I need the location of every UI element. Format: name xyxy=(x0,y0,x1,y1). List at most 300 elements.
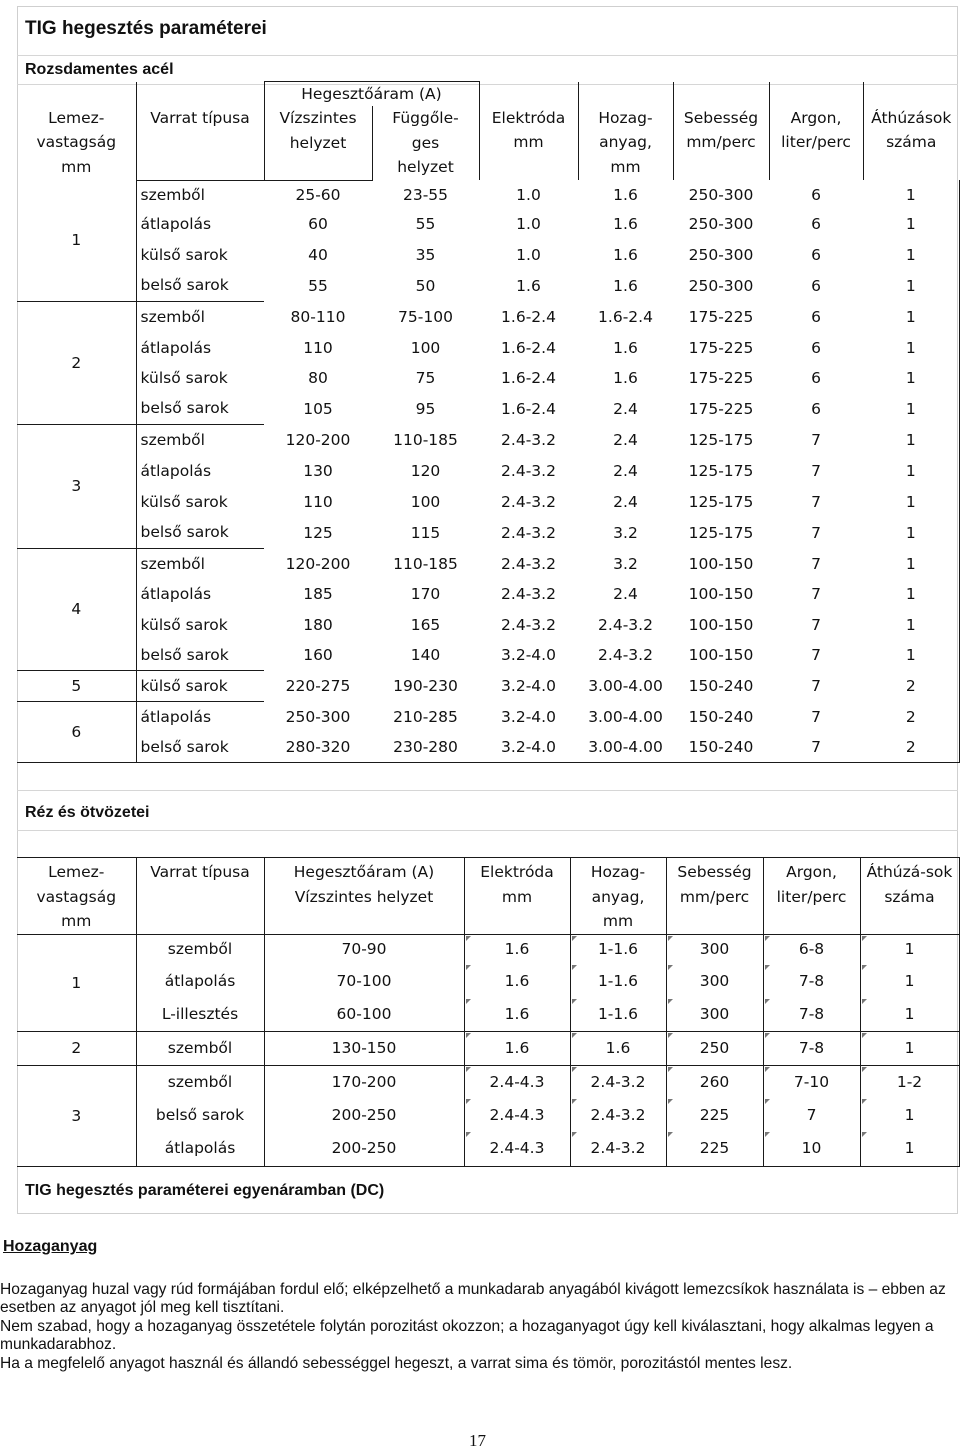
filler-cell: 1.6 xyxy=(613,215,638,233)
current-cell: 70-90 xyxy=(264,934,464,964)
passes-cell: 1 xyxy=(863,486,959,517)
header-line: Függőle- xyxy=(392,109,459,127)
filler-cell: 1.6 xyxy=(613,276,638,295)
speed-cell: 250-300 xyxy=(688,245,754,264)
speed-cell: 175-225 xyxy=(688,369,754,387)
vertical-current-cell: 230-280 xyxy=(372,732,479,762)
header-line: mm xyxy=(513,133,544,151)
filler-cell: 2.4-3.2 xyxy=(570,1065,666,1098)
electrode-cell: 1.0 xyxy=(516,185,541,204)
electrode-cell: 1.6 xyxy=(516,276,541,295)
filler-cell: 1.6 xyxy=(613,185,638,204)
header-line: Hegesztőáram (A) xyxy=(293,863,435,881)
weld-type-cell: belső sarok xyxy=(136,517,264,548)
horizontal-current-cell: 125 xyxy=(303,523,333,542)
filler-cell: 2.4 xyxy=(613,492,638,511)
horizontal-current-cell: 220-275 xyxy=(285,676,351,695)
speed-cell: 300 xyxy=(666,998,763,1031)
passes-cell: 1 xyxy=(860,1098,959,1131)
filler-cell: 3.2 xyxy=(613,554,638,573)
header-argon xyxy=(769,82,863,181)
passes-cell: 1 xyxy=(863,609,959,640)
header-line: Argon, xyxy=(786,863,837,881)
copper-table xyxy=(17,857,960,1167)
vertical-current-cell: 100 xyxy=(410,338,441,357)
header-passes xyxy=(860,858,959,935)
vertical-current-cell: 23-55 xyxy=(402,185,449,204)
table-row xyxy=(17,1031,959,1065)
weld-type-cell: külső sarok xyxy=(136,670,264,701)
speed-cell: 100-150 xyxy=(688,554,754,573)
argon-cell: 7 xyxy=(811,585,821,603)
argon-cell: 7-8 xyxy=(763,1031,860,1065)
speed-cell: 125-175 xyxy=(688,461,754,480)
electrode-cell: 1.6 xyxy=(464,998,570,1031)
table-row xyxy=(17,239,959,270)
weld-type-cell: belső sarok xyxy=(136,732,264,762)
electrode-cell: 2.4-4.3 xyxy=(464,1131,570,1166)
weld-type-cell: átlapolás xyxy=(136,209,264,239)
thickness-cell xyxy=(17,1065,136,1166)
header-line: mm xyxy=(501,887,533,906)
electrode-cell: 1.6 xyxy=(464,964,570,998)
weld-type-cell: szemből xyxy=(136,301,264,332)
passes-cell: 1 xyxy=(863,579,959,609)
thickness-cell xyxy=(17,548,136,670)
horizontal-current-cell: 25-60 xyxy=(264,180,372,209)
filler-cell: 1-1.6 xyxy=(570,964,666,998)
weld-type-cell: szemből xyxy=(136,424,264,455)
header-line: Hozag- xyxy=(590,863,646,881)
table-row xyxy=(17,998,959,1031)
speed-cell: 225 xyxy=(666,1098,763,1131)
header-line: száma xyxy=(884,887,935,906)
thickness-value: 5 xyxy=(71,676,82,695)
horizontal-current-cell: 80 xyxy=(308,369,328,387)
filler-cell: 2.4 xyxy=(613,399,638,418)
header-line: mm/perc xyxy=(679,887,750,906)
speed-cell: 250-300 xyxy=(688,215,754,233)
vertical-current-cell: 50 xyxy=(415,276,436,295)
header-line: Lemez- xyxy=(48,863,105,881)
header-electrode xyxy=(464,858,570,935)
stainless-section-title: Rozsdamentes acél xyxy=(25,61,174,78)
speed-cell: 100-150 xyxy=(688,585,754,603)
table-row xyxy=(17,270,959,301)
filler-cell: 2.4 xyxy=(613,585,638,603)
argon-cell: 7 xyxy=(811,492,821,511)
header-line: Argon, xyxy=(790,108,842,127)
filler-cell: 2.4-3.2 xyxy=(598,615,653,634)
header-line: vastagság xyxy=(36,887,117,906)
speed-cell: 300 xyxy=(666,934,763,964)
table-header-row xyxy=(17,858,959,935)
header-line: anyag, xyxy=(599,133,652,151)
argon-cell: 6 xyxy=(811,245,821,264)
header-speed xyxy=(673,82,769,181)
dc-section-title: TIG hegesztés paraméterei egyenáramban (DC) xyxy=(25,1182,385,1199)
header-line: száma xyxy=(886,133,937,151)
header-line: mm/perc xyxy=(686,133,756,151)
argon-cell: 7-10 xyxy=(763,1065,860,1098)
horizontal-current-cell: 55 xyxy=(308,276,328,295)
passes-cell: 1 xyxy=(863,640,959,670)
filler-cell: 2.4 xyxy=(613,461,638,480)
table-row xyxy=(17,486,959,517)
speed-cell: 100-150 xyxy=(688,646,754,664)
header-line: Áthúzá-sok xyxy=(866,863,953,881)
argon-cell: 6 xyxy=(811,276,821,295)
header-passes xyxy=(863,82,959,181)
speed-cell: 175-225 xyxy=(688,307,754,326)
speed-cell: 150-240 xyxy=(673,732,769,762)
weld-type-cell: szemből xyxy=(136,1031,264,1065)
horizontal-current-cell: 180 xyxy=(303,615,333,634)
current-cell: 170-200 xyxy=(264,1065,464,1098)
header-thickness xyxy=(17,82,136,181)
speed-cell: 175-225 xyxy=(688,399,754,418)
passes-cell: 1 xyxy=(863,332,959,363)
thickness-cell xyxy=(17,301,136,424)
header-line: Vízszintes xyxy=(279,109,357,127)
current-cell: 200-250 xyxy=(264,1098,464,1131)
vertical-current-cell: 95 xyxy=(415,399,436,418)
header-line: Sebesség xyxy=(677,863,752,881)
electrode-cell: 1.0 xyxy=(516,215,541,233)
vertical-current-cell: 100 xyxy=(410,492,441,511)
weld-type-cell: belső sarok xyxy=(136,640,264,670)
horizontal-current-cell: 110 xyxy=(303,492,333,511)
weld-type-cell: külső sarok xyxy=(136,609,264,640)
horizontal-current-cell: 130 xyxy=(303,461,333,480)
horizontal-current-cell: 120-200 xyxy=(285,430,351,449)
filler-cell: 3.00-4.00 xyxy=(588,707,663,726)
header-current-group: Hegesztőáram (A) xyxy=(264,82,479,107)
filler-cell: 2.4 xyxy=(613,430,638,449)
passes-cell: 1 xyxy=(860,1131,959,1166)
weld-type-cell: átlapolás xyxy=(136,332,264,363)
thickness-value: 3 xyxy=(71,477,82,495)
argon-cell: 10 xyxy=(763,1131,860,1166)
argon-cell: 6 xyxy=(811,399,821,418)
argon-cell: 7 xyxy=(811,615,821,634)
table-row xyxy=(17,180,959,209)
header-line: Sebesség xyxy=(683,108,759,127)
current-cell: 60-100 xyxy=(264,998,464,1031)
argon-cell: 6 xyxy=(811,307,821,326)
vertical-current-cell: 140 xyxy=(410,646,441,664)
paragraph: Nem szabad, hogy a hozaganyag összetétele folytán porozitást okozzon; a hozaganyagot úgy kell kiválasztani, hogy alkalmas legyen a munkadarabhoz. xyxy=(0,1317,934,1354)
section-divider xyxy=(17,830,958,831)
electrode-cell: 2.4-4.3 xyxy=(464,1098,570,1131)
passes-cell: 1 xyxy=(863,301,959,332)
passes-cell: 1 xyxy=(863,363,959,393)
speed-cell: 225 xyxy=(666,1131,763,1166)
filler-cell: 1.6 xyxy=(613,245,638,264)
header-line: vastagság xyxy=(36,133,117,151)
header-line: Varrat típusa xyxy=(150,863,250,881)
filler-cell: 1.6 xyxy=(613,338,638,357)
header-current xyxy=(264,858,464,935)
thickness-value: 3 xyxy=(71,1106,82,1125)
thickness-value: 6 xyxy=(71,722,82,741)
argon-cell: 7 xyxy=(811,523,821,542)
thickness-value: 1 xyxy=(71,973,82,992)
weld-type-cell: átlapolás xyxy=(136,701,264,732)
thickness-cell xyxy=(17,1031,136,1065)
argon-cell: 7 xyxy=(811,707,821,726)
table-row xyxy=(17,640,959,670)
copper-section-title: Réz és ötvözetei xyxy=(25,804,150,821)
passes-cell: 1 xyxy=(863,270,959,301)
electrode-cell: 1.6-2.4 xyxy=(501,399,556,418)
vertical-current-cell: 115 xyxy=(410,523,441,542)
header-line: anyag, xyxy=(591,887,645,906)
electrode-cell: 1.0 xyxy=(516,245,541,264)
vertical-current-cell: 190-230 xyxy=(393,676,458,695)
passes-cell: 1 xyxy=(860,964,959,998)
header-filler xyxy=(570,858,666,935)
argon-cell: 7-8 xyxy=(763,998,860,1031)
argon-cell: 7 xyxy=(811,430,821,449)
horizontal-current-cell: 80-110 xyxy=(290,307,346,326)
table-row xyxy=(17,332,959,363)
table-row xyxy=(17,301,959,332)
section-divider xyxy=(17,790,958,791)
weld-type-cell: átlapolás xyxy=(136,1131,264,1166)
horizontal-current-cell: 110 xyxy=(303,338,333,357)
thickness-cell xyxy=(17,424,136,548)
current-cell: 130-150 xyxy=(264,1031,464,1065)
header-weld-type xyxy=(136,858,264,935)
weld-type-cell: átlapolás xyxy=(136,964,264,998)
electrode-cell: 3.2-4.0 xyxy=(501,646,556,664)
header-electrode xyxy=(479,82,578,181)
table-row xyxy=(17,517,959,548)
weld-type-cell: külső sarok xyxy=(136,363,264,393)
table-row xyxy=(17,934,959,964)
electrode-cell: 2.4-3.2 xyxy=(501,615,556,634)
passes-cell: 1 xyxy=(863,393,959,424)
header-line: ges xyxy=(411,133,440,152)
speed-cell: 125-175 xyxy=(688,523,754,542)
header-line: Vízszintes helyzet xyxy=(294,887,434,906)
passes-cell: 1 xyxy=(863,548,959,579)
filler-cell: 3.00-4.00 xyxy=(578,732,673,762)
filler-cell: 1-1.6 xyxy=(570,934,666,964)
vertical-current-cell: 110-185 xyxy=(393,554,458,573)
electrode-cell: 2.4-3.2 xyxy=(501,430,556,449)
electrode-cell: 1.6-2.4 xyxy=(501,369,556,387)
header-line: mm xyxy=(61,157,92,176)
speed-cell: 260 xyxy=(666,1065,763,1098)
filler-cell: 1-1.6 xyxy=(570,998,666,1031)
speed-cell: 300 xyxy=(666,964,763,998)
passes-cell: 1 xyxy=(860,998,959,1031)
weld-type-cell: külső sarok xyxy=(136,239,264,270)
filler-cell: 2.4-3.2 xyxy=(570,1131,666,1166)
header-vertical xyxy=(372,106,479,180)
passes-cell: 1 xyxy=(863,455,959,486)
header-line: mm xyxy=(610,157,641,176)
horizontal-current-cell: 160 xyxy=(303,646,333,664)
table-row xyxy=(17,732,959,762)
electrode-cell: 1.6-2.4 xyxy=(501,338,556,357)
speed-cell: 125-175 xyxy=(688,492,754,511)
passes-cell: 2 xyxy=(863,670,959,701)
thickness-cell xyxy=(17,670,136,701)
argon-cell: 7 xyxy=(811,646,821,664)
passes-cell: 2 xyxy=(863,701,959,732)
weld-type-cell: L-illesztés xyxy=(136,998,264,1031)
vertical-current-cell: 55 xyxy=(415,215,436,233)
horizontal-current-cell: 40 xyxy=(308,245,328,264)
table-row xyxy=(17,964,959,998)
table-row xyxy=(17,670,959,701)
argon-cell: 6 xyxy=(811,185,821,204)
weld-type-cell: átlapolás xyxy=(136,455,264,486)
argon-cell: 6 xyxy=(811,338,821,357)
argon-cell: 7 xyxy=(769,732,863,762)
thickness-value: 2 xyxy=(71,353,82,372)
argon-cell: 6 xyxy=(811,369,821,387)
weld-type-cell: belső sarok xyxy=(136,393,264,424)
passes-cell: 1 xyxy=(860,1031,959,1065)
table-row xyxy=(17,455,959,486)
table-row xyxy=(17,579,959,609)
header-line: mm xyxy=(602,912,634,930)
header-argon xyxy=(763,858,860,935)
speed-cell: 250 xyxy=(666,1031,763,1065)
passes-cell: 2 xyxy=(863,732,959,762)
argon-cell: 7 xyxy=(763,1098,860,1131)
thickness-value: 1 xyxy=(71,231,82,250)
header-line: Áthúzások xyxy=(871,108,952,127)
vertical-current-cell: 75-100 xyxy=(398,307,453,326)
filler-cell: 1.6 xyxy=(613,369,638,387)
vertical-current-cell: 120 xyxy=(410,461,441,480)
stainless-table xyxy=(17,81,960,763)
argon-cell: 7-8 xyxy=(763,964,860,998)
header-speed xyxy=(666,858,763,935)
argon-cell: 6-8 xyxy=(763,934,860,964)
argon-cell: 7 xyxy=(811,554,821,573)
header-line: Varrat típusa xyxy=(150,108,250,127)
speed-cell: 175-225 xyxy=(688,338,754,357)
table-row xyxy=(17,548,959,579)
speed-cell: 150-240 xyxy=(688,676,754,695)
filler-cell: 2.4-3.2 xyxy=(570,1098,666,1131)
speed-cell: 100-150 xyxy=(688,615,754,634)
speed-cell: 125-175 xyxy=(688,430,754,449)
thickness-cell xyxy=(17,701,136,762)
table-row xyxy=(17,1131,959,1166)
horizontal-current-cell: 185 xyxy=(303,585,333,603)
argon-cell: 7 xyxy=(811,461,821,480)
weld-type-cell: szemből xyxy=(136,548,264,579)
electrode-cell: 2.4-3.2 xyxy=(501,554,556,573)
thickness-value: 4 xyxy=(71,600,82,618)
header-thickness xyxy=(17,858,136,935)
body-text xyxy=(0,1281,958,1373)
weld-type-cell: szemből xyxy=(136,180,264,209)
page-number: 17 xyxy=(469,1431,486,1450)
thickness-cell xyxy=(17,934,136,1031)
electrode-cell: 2.4-4.3 xyxy=(464,1065,570,1098)
horizontal-current-cell: 280-320 xyxy=(264,732,372,762)
table-row xyxy=(17,209,959,239)
electrode-cell: 2.4-3.2 xyxy=(501,585,556,603)
table-row xyxy=(17,363,959,393)
header-horizontal xyxy=(264,106,372,180)
weld-type-cell: külső sarok xyxy=(136,486,264,517)
current-cell: 200-250 xyxy=(264,1131,464,1166)
filler-heading: Hozaganyag xyxy=(3,1238,98,1255)
weld-type-cell: belső sarok xyxy=(136,270,264,301)
electrode-cell: 3.2-4.0 xyxy=(479,732,578,762)
table-row xyxy=(17,1065,959,1098)
horizontal-current-cell: 60 xyxy=(308,215,328,233)
thickness-cell xyxy=(17,180,136,301)
passes-cell: 1 xyxy=(860,934,959,964)
paragraph: Ha a megfelelő anyagot használ és állandó sebességgel hegeszt, a varrat sima és tömör, porozitástól mentes lesz. xyxy=(0,1354,793,1372)
current-cell: 70-100 xyxy=(264,964,464,998)
filler-cell: 1.6-2.4 xyxy=(598,307,653,326)
weld-type-cell: szemből xyxy=(136,934,264,964)
header-filler xyxy=(578,82,673,181)
header-line: helyzet xyxy=(397,158,454,176)
passes-cell: 1 xyxy=(863,424,959,455)
table-row xyxy=(17,424,959,455)
horizontal-current-cell: 120-200 xyxy=(285,554,351,573)
vertical-current-cell: 75 xyxy=(415,369,436,387)
paragraph: Hozaganyag huzal vagy rúd formájában fordul elő; elképzelhető a munkadarab anyagából kivágott lemezcsíkok használata is – ebben az esetben az anyagot jól meg kell tisztítani. xyxy=(0,1281,946,1317)
horizontal-current-cell: 250-300 xyxy=(285,707,351,726)
table-row xyxy=(17,1098,959,1131)
table-row xyxy=(17,393,959,424)
speed-cell: 250-300 xyxy=(688,276,754,295)
vertical-current-cell: 35 xyxy=(415,245,436,264)
electrode-cell: 1.6-2.4 xyxy=(501,307,556,326)
horizontal-current-cell: 105 xyxy=(303,399,333,418)
header-line: liter/perc xyxy=(776,887,847,906)
weld-type-cell: belső sarok xyxy=(136,1098,264,1131)
vertical-current-cell: 110-185 xyxy=(393,430,458,449)
table-row xyxy=(17,701,959,732)
filler-cell: 1.6 xyxy=(570,1031,666,1065)
electrode-cell: 1.6 xyxy=(464,1031,570,1065)
electrode-cell: 3.2-4.0 xyxy=(501,707,556,726)
filler-cell: 3.2 xyxy=(613,523,638,542)
header-line: Lemez- xyxy=(48,108,105,127)
passes-cell: 1 xyxy=(863,180,959,209)
argon-cell: 6 xyxy=(811,215,821,233)
speed-cell: 250-300 xyxy=(688,185,754,204)
weld-type-cell: szemből xyxy=(136,1065,264,1098)
vertical-current-cell: 165 xyxy=(410,615,441,634)
title-divider xyxy=(17,55,958,56)
header-weld-type xyxy=(136,82,264,181)
header-line: mm xyxy=(61,912,92,930)
passes-cell: 1 xyxy=(863,517,959,548)
filler-cell: 2.4-3.2 xyxy=(598,646,653,664)
vertical-current-cell: 210-285 xyxy=(393,707,458,726)
header-line: Elektróda xyxy=(480,863,554,881)
speed-cell: 150-240 xyxy=(688,707,754,726)
thickness-value: 2 xyxy=(71,1039,82,1057)
filler-cell: 3.00-4.00 xyxy=(588,676,663,695)
weld-type-cell: átlapolás xyxy=(136,579,264,609)
